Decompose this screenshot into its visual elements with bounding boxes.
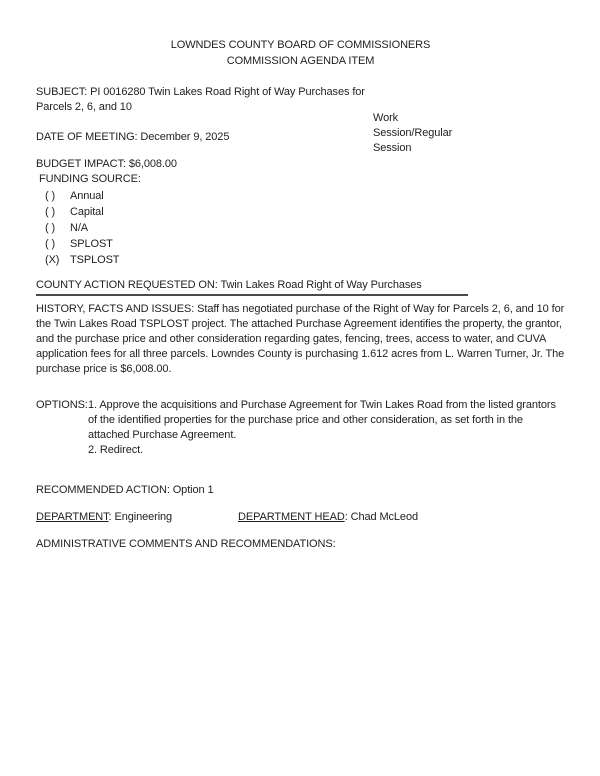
county-action-label: COUNTY ACTION REQUESTED ON: — [36, 279, 218, 291]
department-head-value: : Chad McLeod — [344, 511, 418, 523]
options-body — [88, 398, 565, 458]
funding-option-splost — [36, 236, 565, 252]
session-type-line-1: Work — [373, 112, 399, 124]
department-label: DEPARTMENT — [36, 511, 109, 523]
document-header — [36, 37, 565, 69]
session-type-block — [373, 111, 452, 156]
date-of-meeting: DATE OF MEETING: December 9, 2025 — [36, 131, 230, 143]
funding-option-label: Capital — [70, 206, 104, 218]
department-field — [36, 510, 238, 525]
subject-line-1: SUBJECT: PI 0016280 Twin Lakes Road Right of Way Purchases for — [36, 86, 365, 98]
option-item-2: 2. Redirect. — [88, 444, 144, 456]
options-label: OPTIONS: — [36, 399, 88, 411]
funding-option-capital — [36, 204, 565, 220]
funding-option-na — [36, 220, 565, 236]
funding-option-label: SPLOST — [70, 238, 113, 250]
recommended-action: RECOMMENDED ACTION: Option 1 — [36, 484, 214, 496]
session-type-line-2: Session/Regular — [373, 127, 453, 139]
department-row — [36, 510, 565, 525]
checkbox-annual: ( ) — [45, 190, 56, 202]
checkbox-na: ( ) — [45, 222, 56, 234]
department-head-field — [238, 511, 418, 523]
funding-source-label: FUNDING SOURCE: — [39, 173, 141, 185]
county-action-heading — [36, 278, 468, 296]
checkbox-capital: ( ) — [45, 206, 56, 218]
department-head-label: DEPARTMENT HEAD — [238, 511, 345, 523]
funding-option-tsplost — [36, 252, 565, 268]
header-line-1: LOWNDES COUNTY BOARD OF COMMISSIONERS — [170, 39, 431, 51]
funding-source-list — [36, 188, 565, 268]
department-value: : Engineering — [108, 511, 173, 523]
checkbox-tsplost-checked: (X) — [45, 254, 60, 266]
subject-line-2: Parcels 2, 6, and 10 — [36, 101, 132, 113]
session-type-line-3: Session — [373, 142, 412, 154]
subject-block — [36, 85, 396, 115]
budget-impact: BUDGET IMPACT: $6,008.00 — [36, 158, 177, 170]
history-paragraph: HISTORY, FACTS AND ISSUES: Staff has negotiated purchase of the Right of Way for Parcels 2, 6, and 10 for the Twin Lakes Road TSPLOST project. The attached Purchase Agreement identifies the property, the grantor, and the purchase price and other consideration regarding gates, fencing, trees, access to water, and CUVA application fees for all three parcels. Lowndes County is purchasing 1.612 acres from L. Warren Turner, Jr. The purchase price is $6,008.00. — [36, 303, 565, 375]
county-action-value: Twin Lakes Road Right of Way Purchases — [220, 279, 422, 291]
funding-option-annual — [36, 188, 565, 204]
funding-option-label: TSPLOST — [70, 254, 120, 266]
option-item-1: 1. Approve the acquisitions and Purchase Agreement for Twin Lakes Road from the listed grantors of the identified properties for the purchase price and other consideration, as set forth in the attached Purchase Agreement. — [88, 399, 556, 441]
funding-option-label: N/A — [70, 222, 89, 234]
options-section — [36, 398, 565, 458]
admin-comments-heading: ADMINISTRATIVE COMMENTS AND RECOMMENDATIONS: — [36, 538, 336, 550]
funding-option-label: Annual — [70, 190, 104, 202]
checkbox-splost: ( ) — [45, 238, 56, 250]
header-line-2: COMMISSION AGENDA ITEM — [226, 55, 375, 67]
